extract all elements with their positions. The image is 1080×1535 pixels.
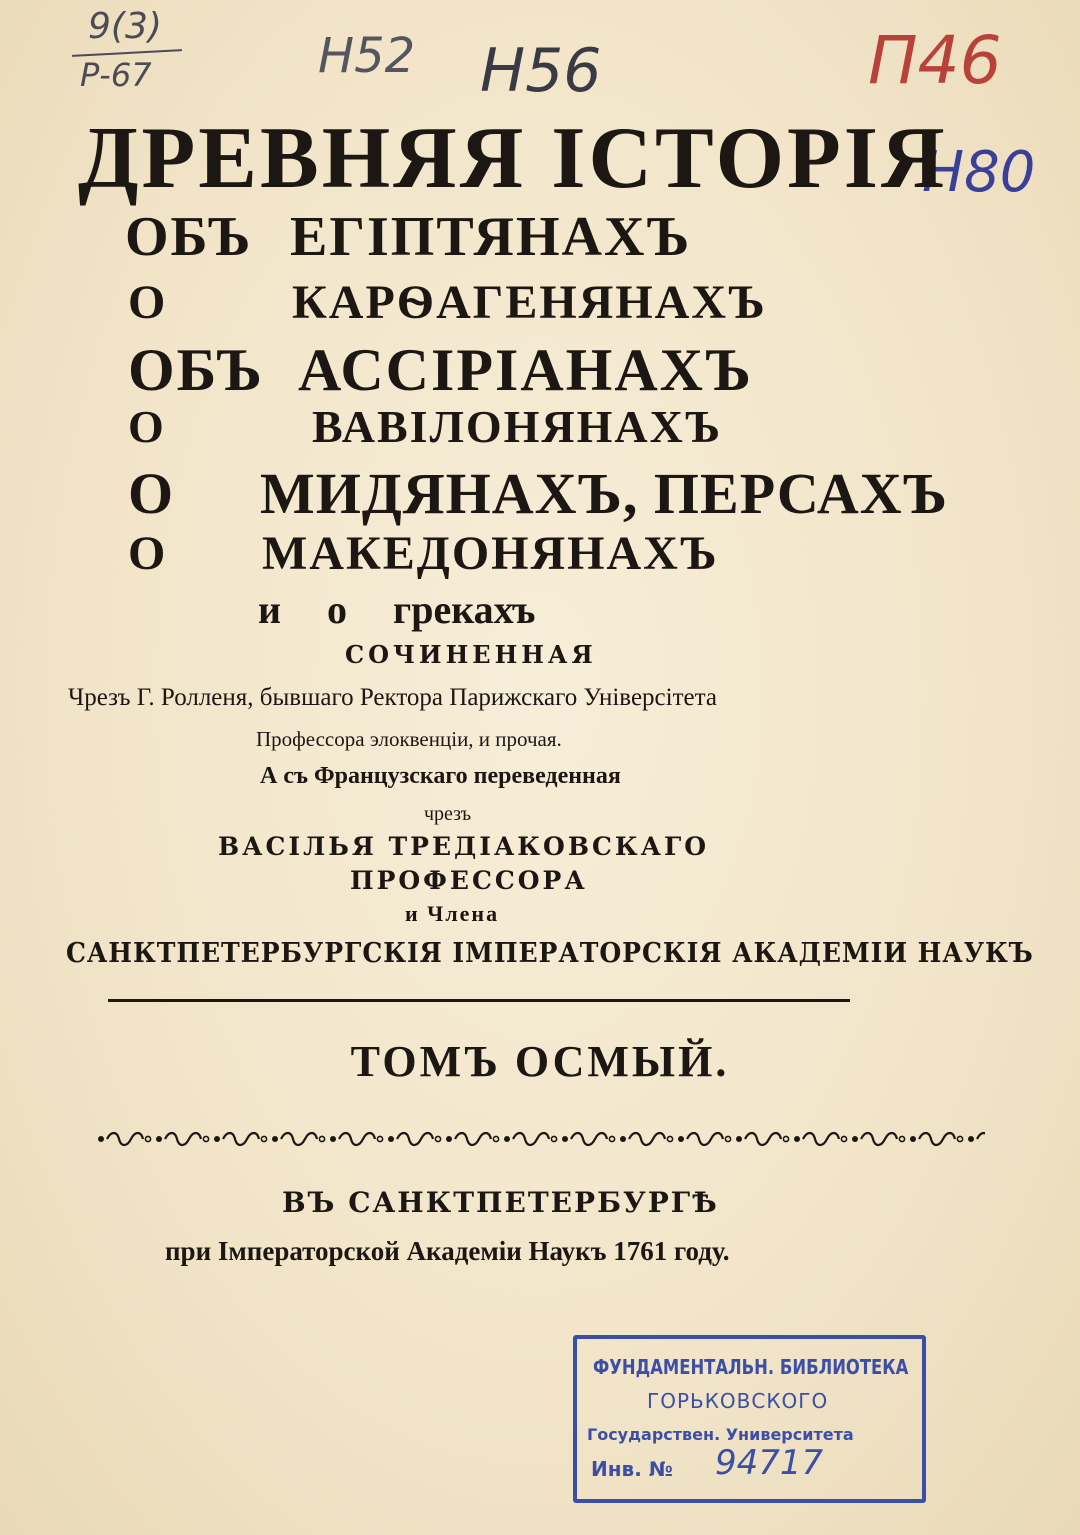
- imprint-city: ВЪ САНКТПЕТЕРБУРГѢ: [282, 1186, 719, 1219]
- line-text-1: ЕГІПТЯНАХЪ: [290, 206, 692, 268]
- line-prefix-2: О: [128, 276, 168, 329]
- by-line: чрезъ: [424, 803, 472, 825]
- imprint-press: при Імператорской Академіи Наукъ 1761 году.: [165, 1236, 730, 1266]
- line-prefix-6: О: [128, 527, 168, 580]
- pencil-note-2: Н56: [480, 36, 602, 106]
- author-line: Чрезъ Г. Ролленя, бывшаго Ректора Парижскаго Універсітета: [68, 684, 717, 711]
- line-prefix-3: ОБЪ: [128, 337, 264, 403]
- stamp-line-2: ГОРЬКОВСКОГО: [647, 1389, 829, 1413]
- translator-name: ВАСІЛЬЯ ТРЕДІАКОВСКАГО: [218, 832, 709, 861]
- ornamental-border: [95, 1126, 985, 1152]
- line-prefix-5: О: [128, 461, 176, 526]
- volume-title: ТОМЪ ОСМЫЙ.: [350, 1037, 730, 1086]
- composed-label: СОЧИНЕННАЯ: [345, 640, 597, 669]
- line-text-2: КАРѲАГЕНЯНАХЪ: [292, 276, 767, 329]
- stamp-line-1: ФУНДАМЕНТАЛЬН. БИБЛИОТЕКА: [593, 1355, 909, 1379]
- stamp-line-3: Государствен. Университета: [587, 1425, 854, 1444]
- ornament-svg: [95, 1126, 985, 1152]
- translator-title: ПРОФЕССОРА: [350, 866, 588, 895]
- translated-line: А съ Французскаго переведенная: [260, 763, 621, 789]
- pencil-note-1: Н52: [318, 28, 416, 84]
- greeks-line: и о грекахъ: [258, 587, 536, 632]
- main-title: ДРЕВНЯЯ ІСТОРІЯ: [78, 110, 948, 207]
- line-prefix-1: ОБЪ: [125, 206, 253, 268]
- pencil-note-3: П46: [868, 22, 1002, 99]
- line-text-5: МИДЯНАХЪ, ПЕРСАХЪ: [260, 461, 948, 526]
- stamp-inventory-number: 94717: [715, 1443, 824, 1483]
- pencil-note-4: Н80: [922, 140, 1036, 205]
- line-prefix-4: О: [128, 401, 166, 452]
- shelf-mark-bottom: Р-67: [80, 56, 152, 94]
- member-line: и Члена: [405, 901, 500, 926]
- author-title: Профессора элоквенціи, и прочая.: [256, 727, 562, 751]
- horizontal-rule: [108, 999, 850, 1002]
- line-text-4: ВАВІЛОНЯНАХЪ: [312, 401, 723, 452]
- academy-line: САНКТПЕТЕРБУРГСКІЯ ІМПЕРАТОРСКІЯ АКАДЕМІИ НАУКЪ: [66, 938, 1034, 969]
- stamp-inventory-label: Инв. №: [591, 1457, 673, 1481]
- shelf-mark-top: 9(3): [88, 6, 162, 47]
- line-text-3: АССІРІАНАХЪ: [298, 337, 753, 403]
- line-text-6: МАКЕДОНЯНАХЪ: [262, 527, 719, 580]
- library-stamp: [573, 1335, 926, 1503]
